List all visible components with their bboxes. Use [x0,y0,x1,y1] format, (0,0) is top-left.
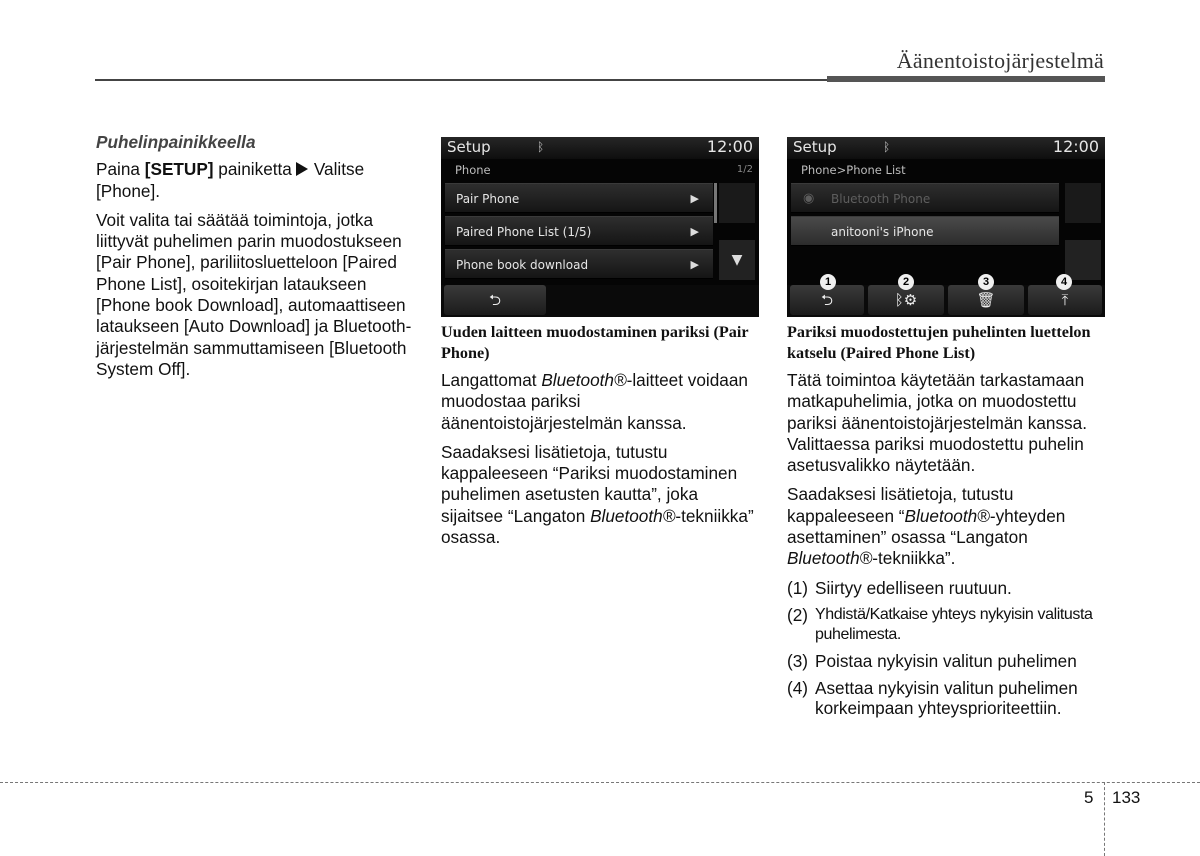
column-middle [441,370,759,556]
arrow-right-icon: ▶ [690,225,699,238]
page-number: 133 [1112,788,1141,807]
menu-item-label: Paired Phone List (1/5) [456,225,592,239]
setup-phone-screen [441,137,759,317]
figure-caption: Uuden laitteen muodostaminen pariksi (Pair Phone) [441,323,749,362]
instruction-text: painiketta [218,159,292,180]
clock: 12:00 [1052,137,1099,156]
chevron-down-icon: ▼ [731,252,743,268]
list-item [787,605,1105,645]
figure-caption: Pariksi muodostettujen puhelinten luettelon katselu (Paired Phone List) [787,323,1091,362]
text: Saadaksesi lisätietoja, tutustu kappaleeseen “Pariksi muodostaminen puhelimen asetusten kautta”, joka sijaitsee “Langaton [441,441,738,526]
move-to-top-icon: ⤒ [1061,291,1069,309]
list-text: Poistaa nykyisin valitun puhelimen [815,650,1077,671]
instruction-text: Paina [96,159,140,180]
menu-item-label: Phone book download [456,258,589,272]
brand-text: Bluetooth® [590,505,676,526]
list-item [787,578,1105,599]
list-text: Yhdistä/Katkaise yhteys nykyisin valitusta puhelimesta. [815,605,1093,643]
bluetooth-icon: ᛒ [883,140,891,154]
bluetooth-settings-icon: ᛒ⚙ [894,291,918,309]
text: -yhteyden asettaminen” osassa “Langaton [787,505,1066,548]
trash-icon: 🗑 [976,291,996,309]
menu-item-paired-phone-list[interactable] [445,216,713,246]
callout-4: 4 [1056,274,1072,290]
paragraph [441,442,759,548]
description-paragraph: Voit valita tai säätää toimintoja, jotka liittyvät puhelimen parin muodostukseen [Pair Phone], pariliitosluetteloon [Paired Phone List], osoitekirjan lataukseen [Phone book Download], automaattiseen lataukseen [Auto Download] ja Bluetooth-järjestelmän sammuttamiseen [Bluetooth System Off]. [96,209,412,379]
page-indicator: 1/2 [736,164,753,175]
screen-subtitle: Phone [455,163,491,177]
column-left [96,132,414,388]
scroll-up-button[interactable] [719,183,755,223]
chapter-number: 5 [1084,788,1094,807]
setup-key-label: [SETUP] [144,159,214,180]
list-text: Asettaa nykyisin valitun puhelimen korkeimpaan yhteysprioriteettiin. [815,678,1078,719]
list-item [787,651,1105,672]
header-rule [95,79,827,81]
list-number: (4) [787,678,809,699]
list-item [787,678,1105,718]
column-right [787,370,1105,724]
back-icon: ⮌ [820,291,833,309]
triangle-right-icon [296,162,308,176]
text: Langattomat [441,370,537,390]
scroll-down-button[interactable] [719,240,755,280]
list-item-label: Bluetooth Phone [831,192,931,206]
list-text: Siirtyy edelliseen ruutuun. [815,577,1012,598]
scrollbar-thumb[interactable] [714,183,717,223]
callout-3: 3 [978,274,994,290]
list-item-bluetooth-phone[interactable] [791,183,1059,213]
list-number: (1) [787,577,809,598]
menu-item-label: Pair Phone [456,192,520,206]
screen-title: Setup [447,138,491,156]
paragraph [441,370,759,434]
text: -tekniikka”. [872,548,956,569]
paragraph: Tätä toimintoa käytetään tarkastamaan matkapuhelimia, jotka on muodostettu pariksi äänentoistojärjestelmän kanssa. Valittaessa pariksi muodostettu puhelin asetusvalikko näytetään. [787,370,1087,476]
running-header: Äänentoistojärjestelmä [896,48,1104,73]
bluetooth-icon: ᛒ [537,140,545,154]
scroll-up-button[interactable] [1065,183,1101,223]
arrow-right-icon: ▶ [690,192,699,205]
list-item-selected-phone[interactable] [791,216,1059,246]
back-button[interactable] [444,285,546,315]
instruction-text: Valitse [Phone]. [96,159,365,201]
list-item-label: anitooni's iPhone [831,225,934,239]
brand-text: Bluetooth® [904,505,990,526]
header-rule-accent [827,76,1105,82]
paired-phone-list-screen [787,137,1105,317]
screen-subtitle: Phone>Phone List [801,163,906,177]
back-icon: ⮌ [488,291,501,309]
list-number: (2) [787,604,809,625]
clock: 12:00 [706,137,753,156]
brand-text: Bluetooth® [787,548,873,569]
play-circle-icon: ◉ [803,191,815,206]
text: -tekniikka” osassa. [441,505,754,548]
callout-2: 2 [898,274,914,290]
screen-title: Setup [793,138,837,156]
list-number: (3) [787,650,809,671]
arrow-right-icon: ▶ [690,258,699,271]
menu-item-pair-phone[interactable] [445,183,713,213]
section-heading: Puhelinpainikkeella [96,132,256,152]
numbered-list [787,578,1105,719]
paragraph [787,484,1105,569]
callout-1: 1 [820,274,836,290]
brand-text: Bluetooth® [541,370,627,390]
menu-item-phone-book-download[interactable] [445,249,713,279]
text: -laitteet voidaan muodostaa pariksi äänentoistojärjestelmän kanssa. [441,370,748,433]
instruction-paragraph [96,159,414,202]
text: Saadaksesi lisätietoja, tutustu kappaleeseen “ [787,484,1014,526]
footer-vertical-divider [1104,782,1105,856]
scroll-down-button[interactable] [1065,240,1101,280]
footer-divider [0,782,1200,783]
